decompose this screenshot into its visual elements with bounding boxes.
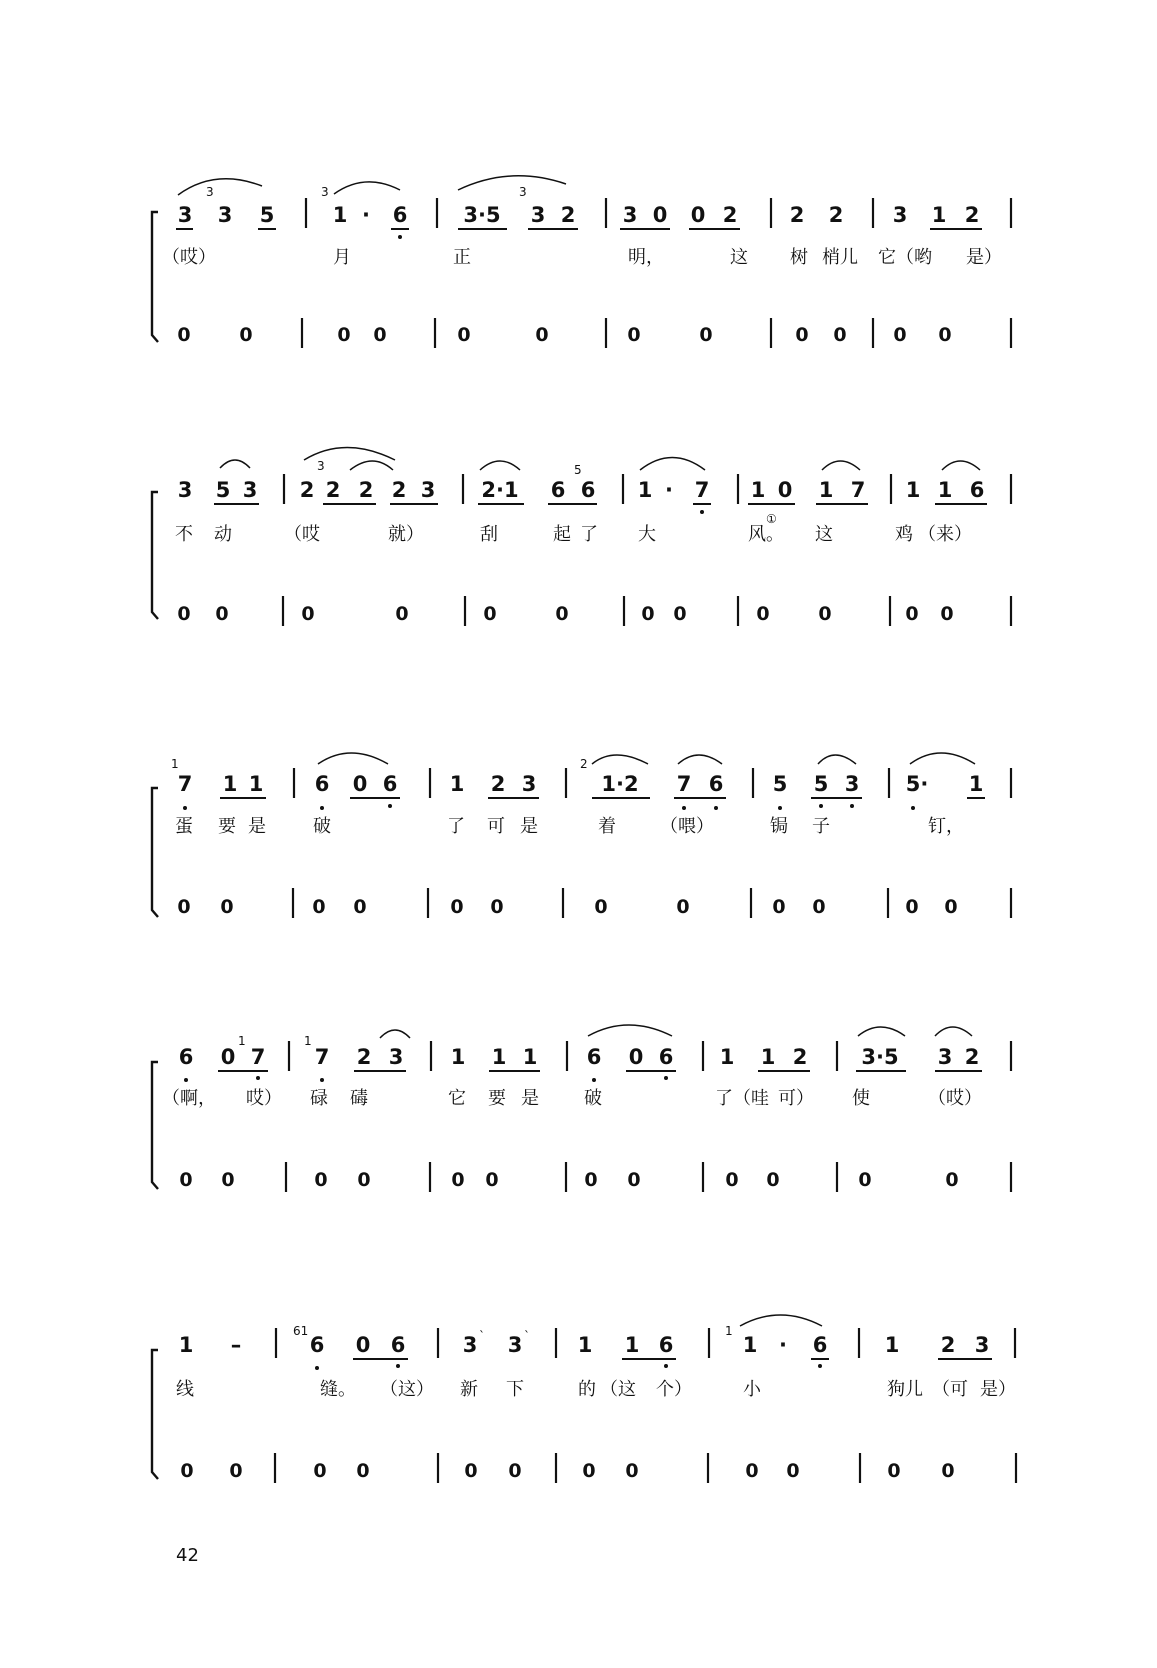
rest: 0: [215, 603, 229, 625]
note: 0: [220, 1045, 236, 1069]
note: 3: [530, 203, 546, 227]
note: 2: [792, 1045, 808, 1069]
note: 1: [884, 1333, 900, 1357]
ornament: 3: [519, 185, 527, 199]
lyric: 明，: [628, 247, 664, 268]
lyric: 哎）: [246, 1088, 282, 1109]
note: 1: [742, 1333, 758, 1357]
low-dot: [320, 806, 324, 810]
note: 0: [652, 203, 668, 227]
rest: 0: [699, 324, 713, 346]
lyric: 要: [488, 1088, 506, 1109]
slur: [380, 1030, 410, 1038]
lyric: 新: [460, 1379, 478, 1400]
note: 7: [850, 478, 866, 502]
lyric: 就）: [388, 524, 424, 545]
low-dot: [256, 1076, 260, 1080]
accompaniment-line: [177, 318, 1011, 348]
system-bracket: [152, 1062, 158, 1189]
note: 5: [215, 478, 231, 502]
note: 2: [358, 478, 374, 502]
ornament: 1: [304, 1034, 312, 1048]
lyrics-line: [162, 247, 1002, 268]
slur: [818, 755, 856, 764]
note: 3: [892, 203, 908, 227]
note: 6: [309, 1333, 325, 1357]
note: 6: [392, 203, 408, 227]
note: 6: [390, 1333, 406, 1357]
note: 2: [299, 478, 315, 502]
lyric: 子: [812, 816, 830, 837]
system-5: [152, 1315, 1016, 1483]
rest: 0: [905, 896, 919, 918]
rest: 0: [357, 1169, 371, 1191]
slur: [458, 176, 566, 190]
melody-line: [171, 753, 1011, 810]
rest: 0: [673, 603, 687, 625]
lyric: 线: [176, 1379, 194, 1400]
accompaniment-line: [177, 888, 1011, 918]
note: 3: [521, 772, 537, 796]
ornament: 3: [317, 459, 325, 473]
lyric: 是: [521, 1088, 539, 1109]
low-dot: [664, 1076, 668, 1080]
system-3: [152, 753, 1011, 918]
note: 3·5: [861, 1045, 899, 1069]
lyric: 小: [743, 1379, 761, 1400]
lyric: （这）: [380, 1379, 434, 1400]
rest: 0: [508, 1460, 522, 1482]
rest: 0: [833, 324, 847, 346]
note: 0: [355, 1333, 371, 1357]
melody-line: [179, 1315, 1015, 1370]
lyric: 钉，: [928, 816, 964, 837]
note: 6: [314, 772, 330, 796]
lyric: 破: [313, 816, 331, 837]
low-dot: [778, 806, 782, 810]
rest: 0: [356, 1460, 370, 1482]
page-number: 42: [176, 1545, 199, 1566]
lyric: （喂）: [660, 816, 714, 837]
ornament: 1: [171, 757, 179, 771]
lyric: 正: [453, 247, 471, 268]
lyric: 梢儿: [822, 247, 858, 268]
rest: 0: [944, 896, 958, 918]
lyric: 个）: [656, 1379, 692, 1400]
rest: 0: [485, 1169, 499, 1191]
slur: [220, 460, 250, 468]
rest: 0: [179, 1169, 193, 1191]
low-dot: [396, 1364, 400, 1368]
lyric: 锔: [770, 816, 788, 837]
slur: [592, 755, 648, 764]
note: 6: [178, 1045, 194, 1069]
system-4: [152, 1025, 1011, 1192]
rest: 0: [180, 1460, 194, 1482]
lyric: 它（哟: [878, 247, 932, 268]
lyric: 着: [598, 816, 616, 837]
note: 3: [177, 478, 193, 502]
melody-line: [176, 176, 1011, 239]
note: 2: [940, 1333, 956, 1357]
lyrics-line: [175, 816, 964, 837]
system-bracket: [152, 1350, 158, 1479]
ornament: 1: [725, 1324, 733, 1338]
rest: 0: [239, 324, 253, 346]
note: 7: [694, 478, 710, 502]
note: 0: [690, 203, 706, 227]
note: 3: [937, 1045, 953, 1069]
low-dot: [664, 1364, 668, 1368]
note: 2: [560, 203, 576, 227]
rest: 0: [582, 1460, 596, 1482]
rest: 0: [941, 1460, 955, 1482]
lyric: 要: [218, 816, 236, 837]
note: 2: [828, 203, 844, 227]
rest: 0: [373, 324, 387, 346]
note: 2: [789, 203, 805, 227]
rest: 0: [627, 1169, 641, 1191]
slur: [334, 182, 400, 194]
rest: 0: [177, 603, 191, 625]
note: 1: [577, 1333, 593, 1357]
system-bracket: [152, 788, 158, 917]
rest: 0: [772, 896, 786, 918]
ornament: 1: [238, 1034, 246, 1048]
note: 0: [777, 478, 793, 502]
note: 1: [719, 1045, 735, 1069]
note: 2·1: [481, 478, 519, 502]
low-dot: [184, 1078, 188, 1082]
note: 6: [708, 772, 724, 796]
rest: 0: [229, 1460, 243, 1482]
lyrics-line: [175, 512, 972, 545]
lyric: （这: [600, 1379, 636, 1400]
rest: 0: [887, 1460, 901, 1482]
note: 6: [550, 478, 566, 502]
rest: 0: [625, 1460, 639, 1482]
note: 3: [974, 1333, 990, 1357]
note: 1: [937, 478, 953, 502]
slur: [678, 755, 722, 764]
system-2: [152, 448, 1011, 627]
lyric: 月: [333, 247, 351, 268]
lyric: 缝。: [320, 1379, 356, 1400]
note: 1: [449, 772, 465, 796]
rest: 0: [221, 1169, 235, 1191]
low-dot: [911, 806, 915, 810]
note: 0: [628, 1045, 644, 1069]
ornament: `: [479, 1329, 485, 1343]
lyric: 破: [584, 1088, 602, 1109]
low-dot: [818, 1364, 822, 1368]
extension-dash: –: [230, 1333, 242, 1357]
rest: 0: [641, 603, 655, 625]
lyrics-line: [176, 1379, 1016, 1400]
rest: 0: [676, 896, 690, 918]
note: 1: [905, 478, 921, 502]
rest: 0: [535, 324, 549, 346]
slur: [858, 1027, 905, 1036]
lyric: （来）: [918, 524, 972, 545]
accompaniment-line: [180, 1453, 1016, 1483]
note: 3: [420, 478, 436, 502]
note: 3: [388, 1045, 404, 1069]
rest: 0: [818, 603, 832, 625]
rest: 0: [451, 1169, 465, 1191]
note: 5·: [905, 772, 929, 796]
note: 3: [622, 203, 638, 227]
note: ·: [665, 478, 673, 502]
low-dot: [388, 804, 392, 808]
low-dot: [183, 806, 187, 810]
note: 5: [772, 772, 788, 796]
note: 3: [242, 478, 258, 502]
rest: 0: [464, 1460, 478, 1482]
note: 3: [844, 772, 860, 796]
rest: 0: [490, 896, 504, 918]
note: 1: [818, 478, 834, 502]
slur: [178, 179, 262, 195]
lyric: 大: [638, 524, 656, 545]
slur: [588, 1025, 672, 1036]
lyric: 碡: [350, 1088, 368, 1109]
ornament: 61: [293, 1324, 309, 1338]
rest: 0: [313, 1460, 327, 1482]
rest: 0: [220, 896, 234, 918]
slur: [350, 461, 393, 470]
lyric: 树: [790, 247, 808, 268]
lyric: 风。: [748, 524, 784, 545]
slur: [935, 1027, 972, 1036]
note: 3: [177, 203, 193, 227]
note: 2: [356, 1045, 372, 1069]
melody-line: [178, 448, 1011, 515]
ornament: 5: [574, 463, 582, 477]
rest: 0: [627, 324, 641, 346]
rest: 0: [858, 1169, 872, 1191]
slur: [942, 461, 980, 470]
rest: 0: [756, 603, 770, 625]
note: ·: [779, 1333, 787, 1357]
slur: [480, 461, 520, 470]
note: 2: [391, 478, 407, 502]
lyric: 鸡: [895, 524, 913, 545]
rest: 0: [795, 324, 809, 346]
lyric: 下: [506, 1379, 524, 1400]
slur: [822, 461, 860, 470]
note: 2: [964, 203, 980, 227]
rest: 0: [594, 896, 608, 918]
footnote-marker: ①: [766, 512, 777, 526]
system-1: [152, 176, 1011, 348]
ornament: 3: [206, 185, 214, 199]
system-bracket: [152, 212, 158, 342]
lyric: （啊，: [162, 1088, 216, 1109]
lyric: 可）: [778, 1088, 814, 1109]
slur: [910, 753, 975, 764]
note: 7: [177, 772, 193, 796]
low-dot: [682, 806, 686, 810]
note: 6: [382, 772, 398, 796]
rest: 0: [584, 1169, 598, 1191]
note: 1: [968, 772, 984, 796]
low-dot: [315, 1366, 319, 1370]
low-dot: [850, 804, 854, 808]
note: 1: [750, 478, 766, 502]
note: 6: [812, 1333, 828, 1357]
note: 1: [450, 1045, 466, 1069]
note: 6: [586, 1045, 602, 1069]
rest: 0: [457, 324, 471, 346]
rest: 0: [893, 324, 907, 346]
lyric: 是）: [980, 1379, 1016, 1400]
lyric: 的: [578, 1379, 596, 1400]
slur: [318, 753, 388, 764]
note: 6: [658, 1333, 674, 1357]
note: 7: [314, 1045, 330, 1069]
lyric: 了（哇: [715, 1088, 769, 1109]
low-dot: [700, 510, 704, 514]
note: 5: [259, 203, 275, 227]
lyric: 狗儿: [887, 1379, 923, 1400]
note: 2: [722, 203, 738, 227]
note: 2: [490, 772, 506, 796]
lyric: 不: [175, 524, 193, 545]
note: 3: [507, 1333, 523, 1357]
accompaniment-line: [177, 596, 1011, 626]
note: 1: [222, 772, 238, 796]
rest: 0: [940, 603, 954, 625]
ornament: 3: [321, 185, 329, 199]
lyric: （哎）: [928, 1088, 982, 1109]
lyric: 可: [487, 816, 505, 837]
ornament: 2: [580, 757, 588, 771]
lyric: 了: [447, 816, 465, 837]
note: 6: [580, 478, 596, 502]
low-dot: [714, 806, 718, 810]
rest: 0: [483, 603, 497, 625]
lyric: 它: [448, 1088, 466, 1109]
note: 1: [178, 1333, 194, 1357]
lyric: 动: [214, 524, 232, 545]
rest: 0: [812, 896, 826, 918]
note: 3: [217, 203, 233, 227]
lyric: 是: [520, 816, 538, 837]
note: 2: [964, 1045, 980, 1069]
rest: 0: [905, 603, 919, 625]
lyric: 碌: [310, 1088, 328, 1109]
note: 3: [462, 1333, 478, 1357]
low-dot: [398, 235, 402, 239]
rest: 0: [938, 324, 952, 346]
note: ·: [362, 203, 370, 227]
slur: [740, 1315, 822, 1326]
rest: 0: [450, 896, 464, 918]
note: 6: [969, 478, 985, 502]
rest: 0: [786, 1460, 800, 1482]
lyric: 是）: [966, 247, 1002, 268]
note: 1: [522, 1045, 538, 1069]
rest: 0: [725, 1169, 739, 1191]
rest: 0: [945, 1169, 959, 1191]
lyric: （哎）: [162, 247, 216, 268]
note: 0: [352, 772, 368, 796]
rest: 0: [177, 324, 191, 346]
system-bracket: [152, 492, 158, 619]
note: 1: [248, 772, 264, 796]
note: 1: [624, 1333, 640, 1357]
rest: 0: [314, 1169, 328, 1191]
rest: 0: [555, 603, 569, 625]
low-dot: [592, 1078, 596, 1082]
rest: 0: [745, 1460, 759, 1482]
rest: 0: [337, 324, 351, 346]
note: 1: [760, 1045, 776, 1069]
low-dot: [320, 1078, 324, 1082]
lyric: 刮: [480, 524, 498, 545]
lyrics-line: [162, 1088, 982, 1109]
low-dot: [819, 804, 823, 808]
rest: 0: [766, 1169, 780, 1191]
note: 1: [491, 1045, 507, 1069]
note: 7: [676, 772, 692, 796]
note: 1: [637, 478, 653, 502]
ornament: `: [524, 1329, 530, 1343]
note: 6: [658, 1045, 674, 1069]
note: 1·2: [601, 772, 639, 796]
note: 5: [813, 772, 829, 796]
lyric: 这: [815, 524, 833, 545]
note: 2: [325, 478, 341, 502]
rest: 0: [177, 896, 191, 918]
note: 7: [250, 1045, 266, 1069]
note: 1: [332, 203, 348, 227]
lyric: 使: [852, 1088, 870, 1109]
rest: 0: [395, 603, 409, 625]
lyric: 是: [248, 816, 266, 837]
note: 3·5: [463, 203, 501, 227]
lyric: （哎: [284, 524, 320, 545]
lyric: 起: [553, 524, 571, 545]
accompaniment-line: [179, 1162, 1011, 1192]
melody-line: [179, 1025, 1011, 1082]
lyric: 蛋: [175, 816, 193, 837]
note: 1: [931, 203, 947, 227]
rest: 0: [312, 896, 326, 918]
slur: [640, 458, 705, 471]
lyric: （可: [932, 1379, 968, 1400]
lyric: 了: [580, 524, 598, 545]
rest: 0: [301, 603, 315, 625]
lyric: 这: [730, 247, 748, 268]
rest: 0: [353, 896, 367, 918]
